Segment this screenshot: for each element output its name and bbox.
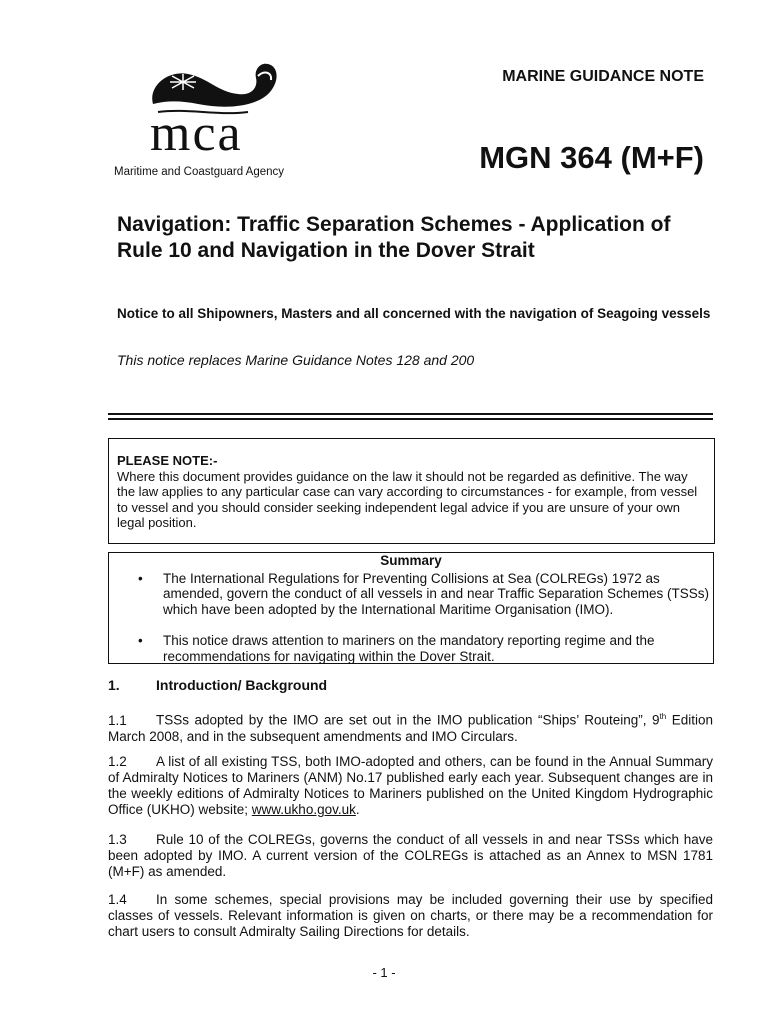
summary-title: Summary — [380, 553, 442, 568]
document-type: MARINE GUIDANCE NOTE — [502, 68, 704, 85]
summary-item-text: This notice draws attention to mariners on the mandatory reporting regime and the recommendations for navigating within the Dover Strait. — [163, 633, 655, 664]
paragraph-1-3 — [108, 832, 713, 880]
bullet-icon: • — [138, 633, 143, 648]
page-title: Navigation: Traffic Separation Schemes - Application of Rule 10 and Navigation in the Dover Strait — [117, 213, 671, 262]
list-item — [138, 570, 713, 618]
summary-item-text: The International Regulations for Preventing Collisions at Sea (COLREGs) 1972 as amended, govern the conduct of all vessels in and near Traffic Separation Schemes (TSSs) which have been adopted by the International Maritime Organisation (IMO). — [163, 570, 710, 617]
paragraph-1-4 — [108, 892, 713, 940]
ukho-link[interactable]: www.ukho.gov.uk — [251, 802, 356, 817]
document-number: MGN 364 (M+F) — [479, 140, 704, 175]
notice-audience: Notice to all Shipowners, Masters and all concerned with the navigation of Seagoing vessels — [117, 306, 711, 321]
paragraph-number: 1.2 — [108, 754, 127, 769]
mca-logo — [108, 56, 338, 186]
paragraph-number: 1.1 — [108, 712, 127, 728]
please-note-heading: PLEASE NOTE:- — [117, 453, 218, 468]
paragraph-1-2 — [108, 754, 713, 818]
list-item — [138, 633, 713, 664]
paragraph-number: 1.3 — [108, 832, 127, 847]
section-heading — [108, 677, 327, 693]
summary-box — [108, 552, 714, 664]
paragraph-text: Edition March 2008, and in the subsequent amendments and IMO Circulars. — [108, 712, 714, 744]
page-number: - 1 - — [372, 965, 396, 980]
logo-wordmark: mca — [150, 105, 243, 162]
superscript: th — [659, 712, 667, 721]
agency-name: Maritime and Coastguard Agency — [114, 166, 285, 178]
summary-list — [109, 571, 713, 665]
paragraph-text: Rule 10 of the COLREGs, governs the conduct of all vessels in and near TSSs which have been adopted by IMO. A current version of the COLREGs is attached as an Annex to MSN 1781 (M+F) as amended. — [108, 832, 713, 879]
paragraph-text: TSSs adopted by the IMO are set out in the IMO publication “Ships’ Routeing”, 9 — [156, 712, 660, 728]
divider — [108, 413, 713, 420]
paragraph-text: In some schemes, special provisions may be included governing their use by specified classes of vessels. Relevant information is given on charts, or there may be a recommendation for chart users to consult Admiralty Sailing Directions for details. — [108, 892, 713, 939]
replaces-note: This notice replaces Marine Guidance Notes 128 and 200 — [117, 352, 475, 368]
paragraph-1-1 — [108, 709, 713, 745]
paragraph-text: A list of all existing TSS, both IMO-adopted and others, can be found in the Annual Summary of Admiralty Notices to Mariners (ANM) No.17 published early each year. Subsequent changes are in the weekly editions of Admiralty Notices to Mariners published on the United Kingdom Hydrographic Office (UKHO) website; — [108, 754, 713, 817]
section-number: 1. — [108, 677, 120, 693]
please-note-box — [108, 438, 715, 544]
paragraph-number: 1.4 — [108, 892, 127, 907]
bullet-icon: • — [138, 570, 143, 586]
please-note-body: Where this document provides guidance on the law it should not be regarded as definitive. The way the law applies to any particular case can vary according to circumstances - for example, from vessel to vessel and you should consider seeking independent legal advice if you are unsure of your own legal position. — [117, 468, 698, 530]
section-title: Introduction/ Background — [156, 677, 328, 693]
paragraph-text: . — [355, 802, 360, 817]
